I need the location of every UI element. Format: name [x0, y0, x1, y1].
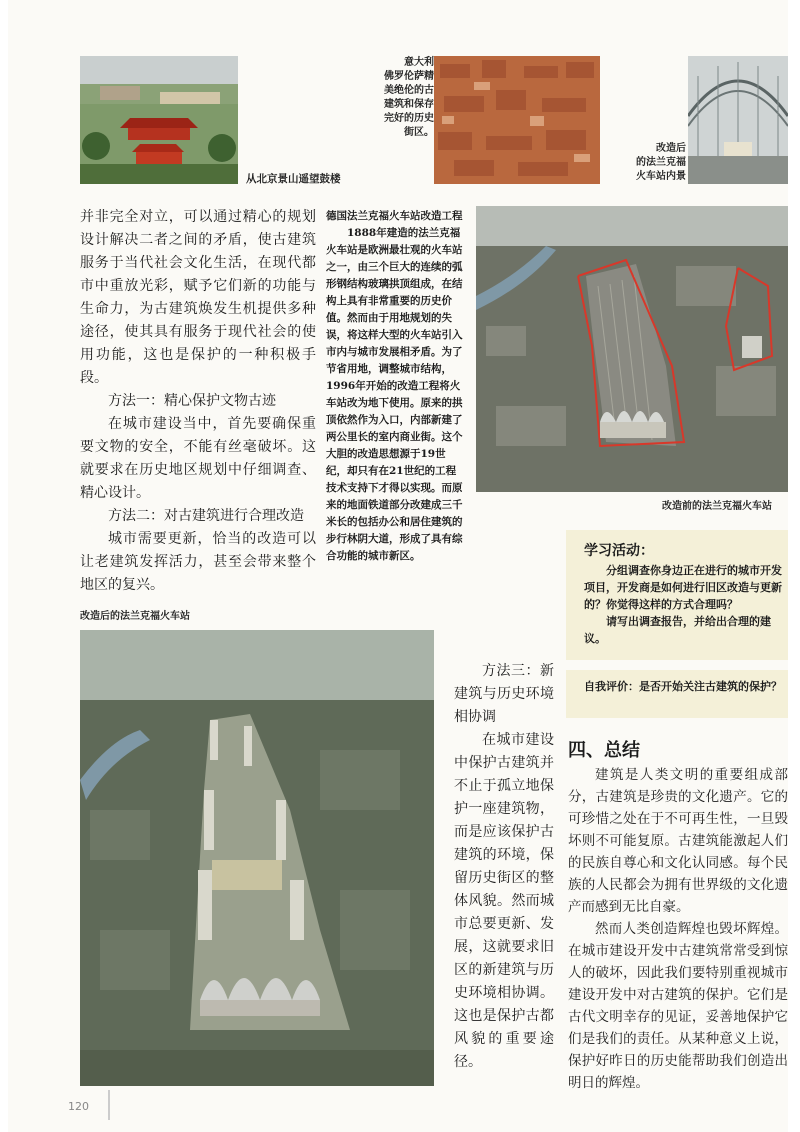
self-evaluation-box [566, 670, 788, 718]
main-paragraph-intro: 并非完全对立，可以通过精心的规划设计解决二者之间的矛盾，使古建筑服务于当代社会文化生活，在现代都市中重放光彩，赋予它们新的功能与生命力，为古建筑焕发生机提供多种途径，使其具有服务于现代社会的使用功能，这也是保护的一种积极手段。 [80, 209, 316, 386]
photo-florence [434, 56, 600, 184]
photo-beijing-gulou [80, 56, 238, 184]
method3-text [454, 660, 554, 1074]
frankfurt-sidebar [326, 208, 466, 565]
method1-heading: 方法一：精心保护文物古迹 [108, 393, 276, 409]
self-evaluation-text: 自我评价：是否开始关注古建筑的保护？ [584, 680, 782, 693]
textbook-page [8, 0, 788, 1132]
method1-paragraph: 在城市建设当中，首先要确保重要文物的安全，不能有丝毫破坏。这就要求在历史地区规划中仔细调查、精心设计。 [80, 416, 316, 501]
method3-paragraph: 在城市建设中保护古建筑并不止于孤立地保护一座建筑物，而是应该保护古建筑的环境，保留历史街区的整体风貌。然而城市总要更新、发展，这就要求旧区的新建筑与历史环境相协调。这也是保护古都风貌的重要途径。 [454, 732, 554, 1070]
caption-station-after: 改造后的法兰克福火车站 [80, 611, 190, 622]
photo-station-after [80, 630, 434, 1086]
method3-heading: 方法三：新建筑与历史环境相协调 [454, 663, 554, 725]
method2-heading: 方法二：对古建筑进行合理改造 [108, 508, 304, 524]
caption-florence: 意大利 佛罗伦萨精 美绝伦的古 建筑和保存 完好的历史 街区。 [384, 57, 434, 138]
page-gutter [108, 1090, 110, 1120]
learning-activity-box [566, 530, 788, 660]
summary-paragraph-1: 建筑是人类文明的重要组成部分，古建筑是珍贵的文化遗产。它的可珍惜之处在于不可再生性，一旦毁坏则不可能复原。古建筑能激起人们的民族自尊心和文化认同感。每个民族的人民都会为拥有世界级的文化遗产而感到无比自豪。 [568, 767, 788, 915]
method2-paragraph: 城市需要更新，恰当的改造可以让老建筑发挥活力，甚至会带来整个地区的复兴。 [80, 531, 316, 593]
photo-station-before [476, 206, 788, 492]
activity-title: 学习活动： [584, 543, 654, 559]
sidebar-title: 德国法兰克福火车站改造工程 [326, 210, 463, 222]
page-number: 120 [68, 1100, 89, 1113]
caption-station-before: 改造前的法兰克福火车站 [662, 501, 772, 512]
sidebar-body: 1888年建造的法兰克福火车站是欧洲最壮观的火车站之一，由三个巨大的连续的弧形钢结构玻璃拱顶组成，在结构上具有非常重要的历史价值。然而由于用地规划的失误，将这样大型的火车站引入市内与城市发展相矛盾。为了节省用地，调整城市结构，1996年开始的改造工程将火车站改为地下使用。原来的拱顶依然作为入口，内部新建了两公里长的室内商业街。这个大胆的改造思想源于19世纪，却只有在21世纪的工程技术支持下才得以实现。而原来的地面铁道部分改建成三千米长的包括办公和居住建筑的步行林阴大道，形成了具有综合功能的城市新区。 [326, 227, 463, 562]
activity-text: 分组调查你身边正在进行的城市开发项目，开发商是如何进行旧区改造与更新的？你觉得这样的方式合理吗？ 请写出调查报告，并给出合理的建议。 [584, 564, 782, 645]
main-text [80, 206, 316, 597]
caption-beijing: 从北京景山遥望鼓楼 [246, 173, 341, 185]
photo-station-interior [688, 56, 788, 184]
summary-heading: 四、总结 [568, 740, 640, 761]
summary-paragraph-2: 然而人类创造辉煌也毁坏辉煌。在城市建设开发中古建筑常常受到惊人的破坏，因此我们要特别重视城市建设开发中对古建筑的保护。它们是古代文明幸存的见证，妥善地保护它们是我们的责任。从某种意义上说，保护好昨日的历史能帮助我们创造出明日的辉煌。 [568, 921, 788, 1091]
summary-text [568, 764, 788, 1094]
caption-station-interior: 改造后 的法兰克福 火车站内景 [636, 143, 686, 182]
